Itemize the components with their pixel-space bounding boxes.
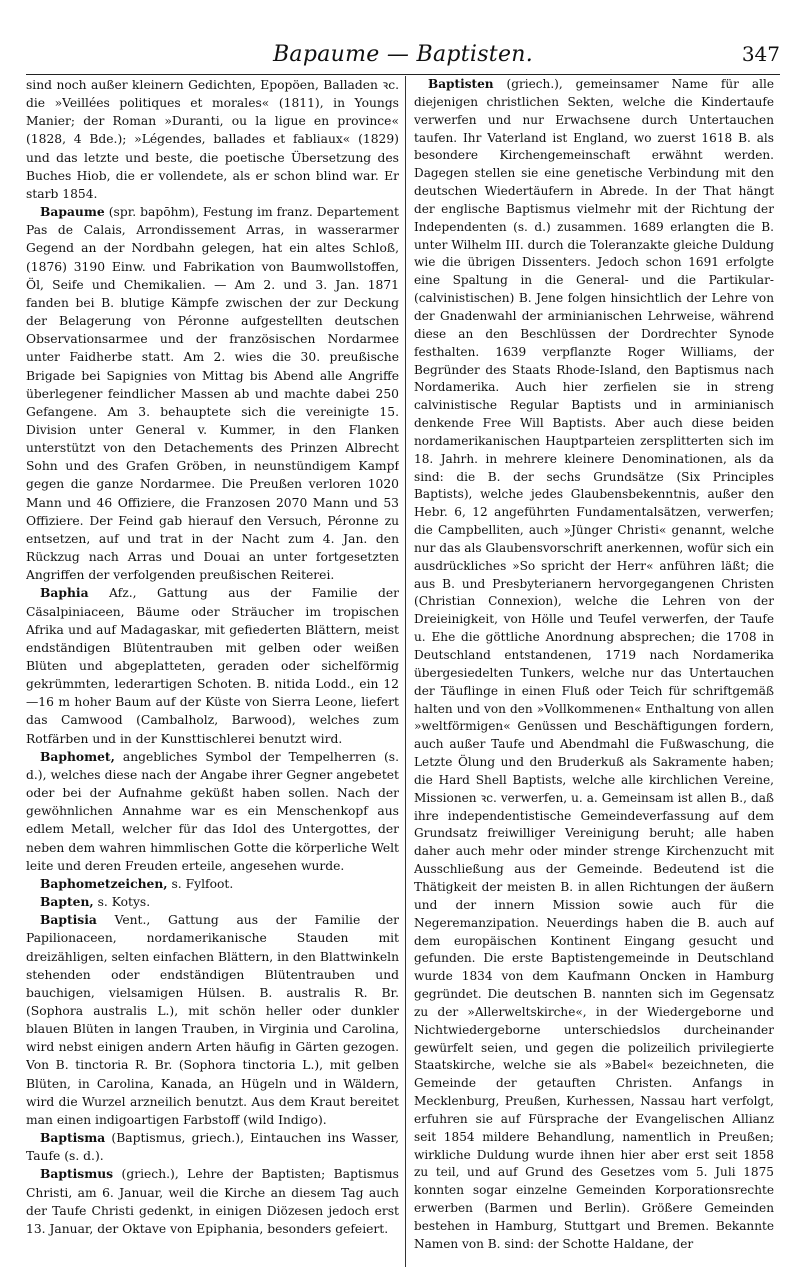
entry-text: Vent., Gattung aus der Familie der Papilionaceen, nordamerikanische Stauden mit dreizähligen, selten einfachen Blättern, in den Blattwinkeln stehenden oder endständigen Blütentrauben und bauchigen, vielsamigen Hülsen. B. australis R. Br. (Sophora australis L.), mit schön heller oder dunkler blauen Blüten in langen Trauben, in Virginia und Carolina, wird nebst einigen andern Arten häufig in Gärten gezogen. Von B. tinctoria R. Br. (Sophora tinctoria L.), mit gelben Blüten, in Carolina, Kanada, an Hügeln und in Wäldern, wird die Wurzel arzneilich benutzt. Aus dem Kraut bereitet man einen indigoartigen Farbstoff (wild Indigo). [26, 913, 399, 1127]
entry-text: (spr. bapōhm), Festung im franz. Departement Pas de Calais, Arrondissement Arras, in wasserarmer Gegend an der Nordbahn gelegen, hat ein altes Schloß, (1876) 3190 Einw. und Fabrikation von Baumwollstoffen, Öl, Seife und Chemikalien. — Am 2. und 3. Jan. 1871 fanden bei B. blutige Kämpfe zwischen der zur Deckung der Belagerung von Péronne aufgestellten deutschen Observationsarmee und der französischen Nordarmee unter Faidherbe statt. Am 2. wies die 30. preußische Brigade bei Sapignies von Mittag bis Abend alle Angriffe überlegener feindlicher Massen ab und machte dabei 250 Gefangene. Am 3. behauptete sich die vereinigte 15. Division unter General v. Kummer, in den Flanken unterstützt von den Detachements des Prinzen Albrecht Sohn und des Grafen Gröben, in neunstündigem Kampf gegen die ganze Nordarmee. Die Preußen verloren 1020 Mann und 46 Offiziere, die Franzosen 2070 Mann und 53 Offiziere. Der Feind gab hierauf den Versuch, Péronne zu entsetzen, auf und trat in der Nacht zum 4. Jan. den Rückzug nach Arras und Douai an unter fortgesetzten Angriffen der verfolgenden preußischen Reiterei. [26, 205, 399, 583]
dictionary-entry [26, 893, 399, 911]
entry-headword: Baptismus [40, 1166, 114, 1182]
entry-headword: Bapaume [40, 204, 105, 220]
dictionary-entry [26, 584, 399, 747]
dictionary-entry [26, 911, 399, 1129]
entry-text: (griech.), Lehre der Baptisten; Baptismus Christi, am 6. Januar, weil die Kirche an diesem Tag auch der Taufe Christi gedenkt, in einigen Diözesen jedoch erst 13. Januar, der Oktave von Epiphania, besonders gefeiert. [26, 1167, 399, 1236]
dictionary-entry [26, 1165, 399, 1238]
left-column [26, 76, 399, 1269]
right-column [414, 76, 774, 1269]
dictionary-entry [26, 76, 399, 203]
entry-headword: Baptisten [428, 77, 494, 91]
dictionary-entry [26, 203, 399, 584]
dictionary-entry [26, 1129, 399, 1165]
entry-text: angebliches Symbol der Tempelherren (s. d.), welches diese nach der Angabe ihrer Gegner angebetet oder bei der Aufnahme geküßt haben sollen. Nach der gewöhnlichen Annahme war es ein Menschenkopf aus edlem Metall, welcher für das Idol des Untergottes, der neben dem wahren himmlischen Gotte die körperliche Welt leite und deren Freuden erteile, angesehen wurde. [26, 749, 399, 873]
entry-headword: Bapten, [40, 894, 94, 910]
entry-text: (Baptismus, griech.), Eintauchen ins Wasser, Taufe (s. d.). [26, 1131, 399, 1164]
entry-headword: Baptisma [40, 1130, 106, 1146]
dictionary-entry [26, 748, 399, 875]
column-divider [405, 76, 406, 1267]
entry-headword: Baptisia [40, 912, 97, 928]
entry-text: Afz., Gattung aus der Familie der Cäsalpiniaceen, Bäume oder Sträucher im tropischen Afrika und auf Madagaskar, mit gefiederten Blättern, meist endständigen Blütentrauben mit gelben oder weißen Blüten und abgeplatteten, geraden oder sichelförmig gekrümmten, lederartigen Schoten. B. nitida Lodd., ein 12—16 m hoher Baum auf der Küste von Sierra Leone, liefert das Camwood (Cambalholz, Barwood), welches zum Rotfärben und in der Kunsttischlerei benutzt wird. [26, 586, 399, 746]
entry-text: s. Fylfoot. [171, 876, 234, 891]
entry-text: s. Kotys. [97, 895, 151, 910]
dictionary-entry [414, 76, 774, 1254]
page-header [26, 40, 780, 75]
page-number: 347 [741, 42, 780, 66]
dictionary-entry [26, 875, 399, 893]
entry-headword: Baphomet, [40, 748, 115, 764]
entry-text: sind noch außer kleinern Gedichten, Epopöen, Balladen ꝛc. die »Veillées politiques et morales« (1811), in Youngs Manier; der Roman »Duranti, ou la ligue en province« (1828, 4 Bde.); »Légendes, ballades et fabliaux« (1829) und das letzte und beste, die poetische Übersetzung des Buches Hiob, die er vollendete, als er schon blind war. Er starb 1854. [26, 78, 399, 201]
entry-headword: Baphia [40, 585, 89, 601]
running-title: Bapaume — Baptisten. [272, 42, 534, 67]
entry-text: (griech.), gemeinsamer Name für alle diejenigen christlichen Sekten, welche die Kindertaufe verwerfen und nur Erwachsene durch Untertauchen taufen. Ihr Vaterland ist England, wo zuerst 1618 B. als besondere Kirchengemeinschaft erwähnt werden. Dagegen stellen sie eine genetische Verbindung mit den deutschen Wiedertäufern in Abrede. In der That hängt der englische Baptismus vielmehr mit der Richtung der Independenten (s. d.) zusammen. 1689 erlangten die B. unter Wilhelm III. durch die Toleranzakte gleiche Duldung wie die übrigen Dissenters. Jedoch schon 1691 erfolgte eine Spaltung in die General- und die Partikular- (calvinistischen) B. Jene folgen hinsichtlich der Lehre von der Gnadenwahl der arminianischen Lehrweise, während diese an den Beschlüssen der Dordrechter Synode festhalten. 1639 verpflanzte Roger Williams, der Begründer des Staats Rhode-Island, den Baptismus nach Nordamerika. Auch hier zerfielen sie in streng calvinistische Regular Baptists und in arminianisch denkende Free Will Baptists. Aber auch diese beiden nordamerikanischen Hauptparteien zersplitterten sich im 18. Jahrh. in mehrere kleinere Denominationen, als da sind: die B. der sechs Grundsätze (Six Principles Baptists), welche jedes Glaubensbekenntnis, außer den Hebr. 6, 12 angeführten Fundamentalsätzen, verwerfen; die Campbelliten, auch »Jünger Christi« genannt, welche nur das als Glaubensvorschrift anerkennen, wofür sich ein ausdrückliches »So spricht der Herr« anführen läßt; die aus B. und Presbyterianern hervorgegangenen Christen (Christian Connexion), welche die Lehren von der Dreieinigkeit, von Hölle und Teufel verwerfen, der Taufe u. Ehe die göttliche Anordnung absprechen; die 1708 in Deutschland entstandenen, 1719 nach Nordamerika übergesiedelten Tunkers, welche nur das Untertauchen der Täuflinge in einen Fluß oder Teich für schriftgemäß halten und von den »Vollkommenen« Enthaltung von allen »weltförmigen« Genüssen und Beschäftigungen fordern, auch außer Taufe und Abendmahl die Fußwaschung, die Letzte Ölung und den Bruderkuß als Sakramente haben; die Hard Shell Baptists, welche alle kirchlichen Vereine, Missionen ꝛc. verwerfen, u. a. Gemeinsam ist allen B., daß ihre independentistische Gemeindeverfassung auf dem Grundsatz freiwilliger Vereinigung beruht; alle haben daher auch mehr oder minder strenge Kirchenzucht mit Ausschließung aus der Gemeinde. Bedeutend ist die Thätigkeit der meisten B. in allen Richtungen der äußern und der innern Mission sowie auch für die Negeremanzipation. Neuerdings haben die B. auch auf dem europäischen Kontinent Eingang gesucht und gefunden. Die erste Baptistengemeinde in Deutschland wurde 1834 von dem Kaufmann Oncken in Hamburg gegründet. Die deutschen B. nannten sich im Gegensatz zu der »Allerweltskirche«, in der Wiedergeborne und Nichtwiedergeborne unterschiedslos durcheinander gewürfelt seien, und gegen die polizeilich privilegierte Staatskirche, welche sie als »Babel« bezeichneten, die Gemeinde der getauften Christen. Anfangs in Mecklenburg, Preußen, Kurhessen, Nassau hart verfolgt, erfuhren sie auf Fürsprache der Evangelischen Allianz seit 1854 mildere Behandlung, namentlich in Preußen; wirkliche Duldung wurde ihnen hier aber erst seit 1858 zu teil, und auf Grund des Gesetzes vom 5. Juli 1875 konnten sogar einzelne Gemeinden Korporationsrechte erwerben (Barmen und Berlin). Größere Gemeinden bestehen in Hamburg, Stuttgart und Bremen. Bekannte Namen von B. sind: der Schotte Haldane, der [414, 77, 774, 1251]
entry-headword: Baphometzeichen, [40, 875, 168, 891]
